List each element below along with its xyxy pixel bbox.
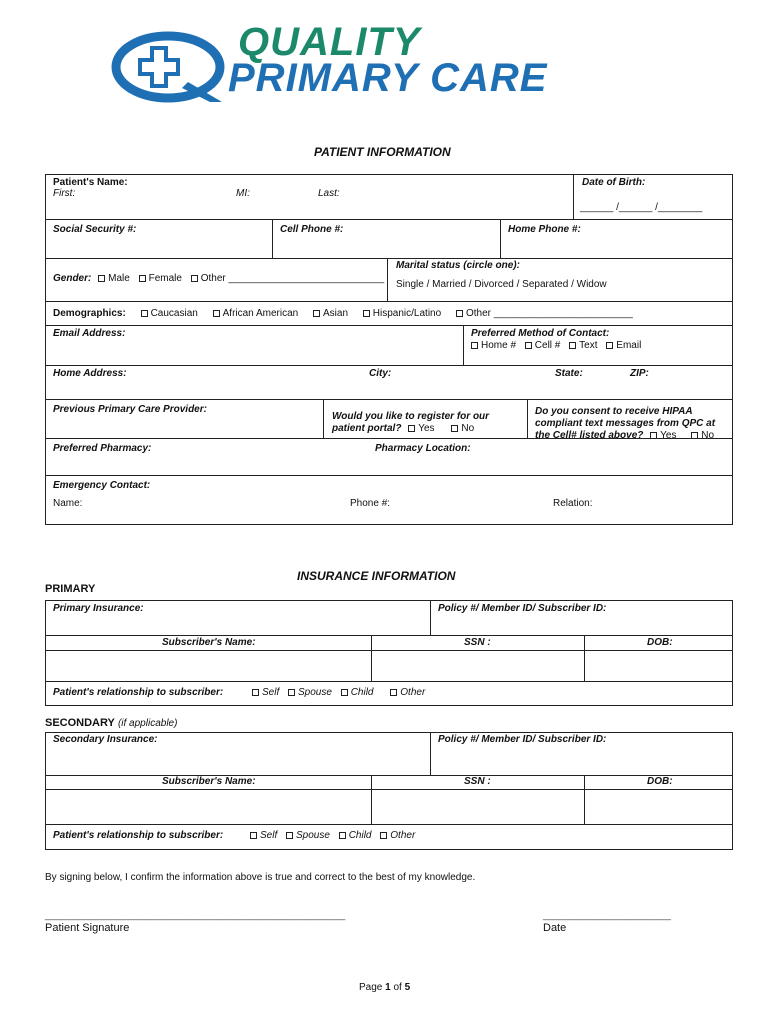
page-current: 1 [385,982,391,993]
hipaa-no-label: No [701,430,715,441]
divider [272,219,273,258]
ec-name-field[interactable]: Name: [53,498,83,509]
page-prefix: Page [359,982,383,993]
demo-caucasian-checkbox[interactable] [141,310,148,317]
hipaa-line1: Do you consent to receive HIPAA [535,406,693,417]
primary-other-checkbox[interactable] [390,689,397,696]
hipaa-line2: compliant text messages from QPC at [535,418,716,429]
state-field[interactable]: State: [555,368,583,379]
demo-caucasian-label: Caucasian [150,308,198,319]
hipaa-question-text: the Cell# listed above? [535,430,644,441]
portal-no-checkbox[interactable] [451,425,458,432]
signature-line[interactable]: ______________________________________________________ [45,910,346,921]
primary-ssn-input[interactable] [372,651,583,680]
portal-question-line2 [332,423,474,435]
pharmacy-location-field[interactable]: Pharmacy Location: [375,443,471,454]
home-phone-field[interactable]: Home Phone #: [508,224,581,235]
secondary-dob-label: DOB: [647,776,673,787]
preferred-contact-label: Preferred Method of Contact: [471,328,610,339]
email-field[interactable]: Email Address: [53,328,126,339]
primary-ssn-label: SSN : [464,637,491,648]
city-field[interactable]: City: [369,368,392,379]
ec-phone-field[interactable]: Phone #: [350,498,391,509]
hipaa-line3 [535,430,714,442]
secondary-spouse-label: Spouse [296,830,330,841]
contact-text-checkbox[interactable] [569,342,576,349]
preferred-contact-options [471,340,641,352]
divider [45,258,733,259]
primary-dob-label: DOB: [647,637,673,648]
secondary-subscriber-name-input[interactable] [46,790,370,823]
date-line[interactable]: _______________________ [543,910,671,921]
secondary-heading [45,717,177,729]
divider [45,775,733,776]
primary-other-label: Other [400,687,426,698]
marital-options[interactable]: Single / Married / Divorced / Separated / Widow [396,279,607,290]
marital-label: Marital status (circle one): [396,260,520,271]
page-number [359,982,410,994]
demo-african-american-label: African American [222,308,299,319]
page-total: 5 [404,982,411,993]
secondary-child-checkbox[interactable] [339,832,346,839]
gender-female-label: Female [148,273,182,284]
contact-cell-checkbox[interactable] [525,342,532,349]
patients-name-label: Patient's Name: [53,177,128,188]
divider [527,399,528,438]
primary-child-checkbox[interactable] [341,689,348,696]
contact-home-label: Home # [481,340,517,351]
page-of: of [393,982,402,993]
secondary-ssn-label: SSN : [464,776,491,787]
divider [45,301,733,302]
gender-other-checkbox[interactable] [191,275,198,282]
zip-field[interactable]: ZIP: [630,368,649,379]
primary-policy-field[interactable]: Policy #/ Member ID/ Subscriber ID: [438,603,607,614]
gender-other-label: Other ____________________________ [200,273,385,284]
divider [430,600,431,635]
patient-signature-label: Patient Signature [45,922,130,934]
divider [573,174,574,219]
logo-mark-icon [110,30,230,104]
dob-label: Date of Birth: [582,177,646,188]
insurance-title: INSURANCE INFORMATION [297,569,456,583]
divider [45,219,733,220]
demo-asian-checkbox[interactable] [313,310,320,317]
primary-self-checkbox[interactable] [252,689,259,696]
secondary-relationship-label: Patient's relationship to subscriber: [53,830,224,841]
contact-text-label: Text [579,340,598,351]
primary-subscriber-name-label: Subscriber's Name: [162,637,256,648]
contact-email-label: Email [616,340,642,351]
demo-asian-label: Asian [323,308,349,319]
demo-other-checkbox[interactable] [456,310,463,317]
hipaa-no-checkbox[interactable] [691,432,698,439]
secondary-subscriber-name-label: Subscriber's Name: [162,776,256,787]
demo-hispanic-label: Hispanic/Latino [372,308,442,319]
secondary-heading-note: (if applicable) [117,718,178,729]
primary-child-label: Child [350,687,374,698]
cell-phone-field[interactable]: Cell Phone #: [280,224,344,235]
secondary-self-checkbox[interactable] [250,832,257,839]
logo [110,20,670,106]
secondary-relationship-group [53,830,415,842]
primary-spouse-checkbox[interactable] [288,689,295,696]
divider [45,824,733,825]
last-name-field[interactable]: Last: [318,188,340,199]
divider [387,258,388,301]
primary-dob-input[interactable] [585,651,732,680]
demo-hispanic-checkbox[interactable] [363,310,370,317]
dob-field[interactable]: ______ /______ /________ [580,202,703,213]
divider [45,635,733,636]
secondary-other-checkbox[interactable] [380,832,387,839]
emergency-contact-label: Emergency Contact: [53,480,151,491]
divider [430,732,431,775]
primary-relationship-group [53,687,425,699]
demographics-group [53,308,633,320]
primary-relationship-label: Patient's relationship to subscriber: [53,687,224,698]
pharmacy-field[interactable]: Preferred Pharmacy: [53,443,152,454]
secondary-dob-input[interactable] [585,790,732,823]
demo-other-label: Other _________________________ [465,308,633,319]
portal-yes-label: Yes [418,423,435,434]
primary-spouse-label: Spouse [298,687,332,698]
contact-cell-label: Cell # [534,340,561,351]
gender-label: Gender: [53,273,92,284]
mi-field[interactable]: MI: [236,188,250,199]
contact-home-checkbox[interactable] [471,342,478,349]
date-label: Date [543,922,567,934]
secondary-policy-field[interactable]: Policy #/ Member ID/ Subscriber ID: [438,734,607,745]
divider [45,325,733,326]
portal-question-text: patient portal? [332,423,402,434]
patient-info-title: PATIENT INFORMATION [314,145,451,159]
divider [500,219,501,258]
primary-insurance-field[interactable]: Primary Insurance: [53,603,144,614]
divider [323,399,324,438]
ssn-field[interactable]: Social Security #: [53,224,137,235]
contact-email-checkbox[interactable] [606,342,613,349]
gender-male-checkbox[interactable] [98,275,105,282]
prev-provider-field[interactable]: Previous Primary Care Provider: [53,404,207,415]
secondary-spouse-checkbox[interactable] [286,832,293,839]
ec-relation-field[interactable]: Relation: [553,498,593,509]
secondary-other-label: Other [390,830,416,841]
signature-statement: By signing below, I confirm the information above is true and correct to the best of my knowledge. [45,872,476,883]
logo-line2: PRIMARY CARE [228,56,548,100]
divider [45,681,733,682]
hipaa-yes-label: Yes [660,430,677,441]
primary-heading: PRIMARY [45,583,96,595]
gender-group [53,273,384,285]
portal-yes-checkbox[interactable] [408,425,415,432]
primary-subscriber-name-input[interactable] [46,651,370,680]
portal-question-line1: Would you like to register for our [332,411,490,422]
secondary-heading-text: SECONDARY [45,717,115,729]
hipaa-yes-checkbox[interactable] [650,432,657,439]
gender-female-checkbox[interactable] [139,275,146,282]
home-address-field[interactable]: Home Address: [53,368,127,379]
divider [463,325,464,365]
secondary-self-label: Self [259,830,278,841]
secondary-child-label: Child [348,830,372,841]
first-name-field[interactable]: First: [53,188,76,199]
divider [45,365,733,366]
demo-african-american-checkbox[interactable] [213,310,220,317]
demographics-label: Demographics: [53,308,126,319]
secondary-ssn-input[interactable] [372,790,583,823]
gender-male-label: Male [108,273,130,284]
divider [45,399,733,400]
secondary-insurance-field[interactable]: Secondary Insurance: [53,734,158,745]
primary-self-label: Self [261,687,280,698]
logo-line1: QUALITY [238,20,421,64]
portal-no-label: No [461,423,475,434]
divider [45,475,733,476]
